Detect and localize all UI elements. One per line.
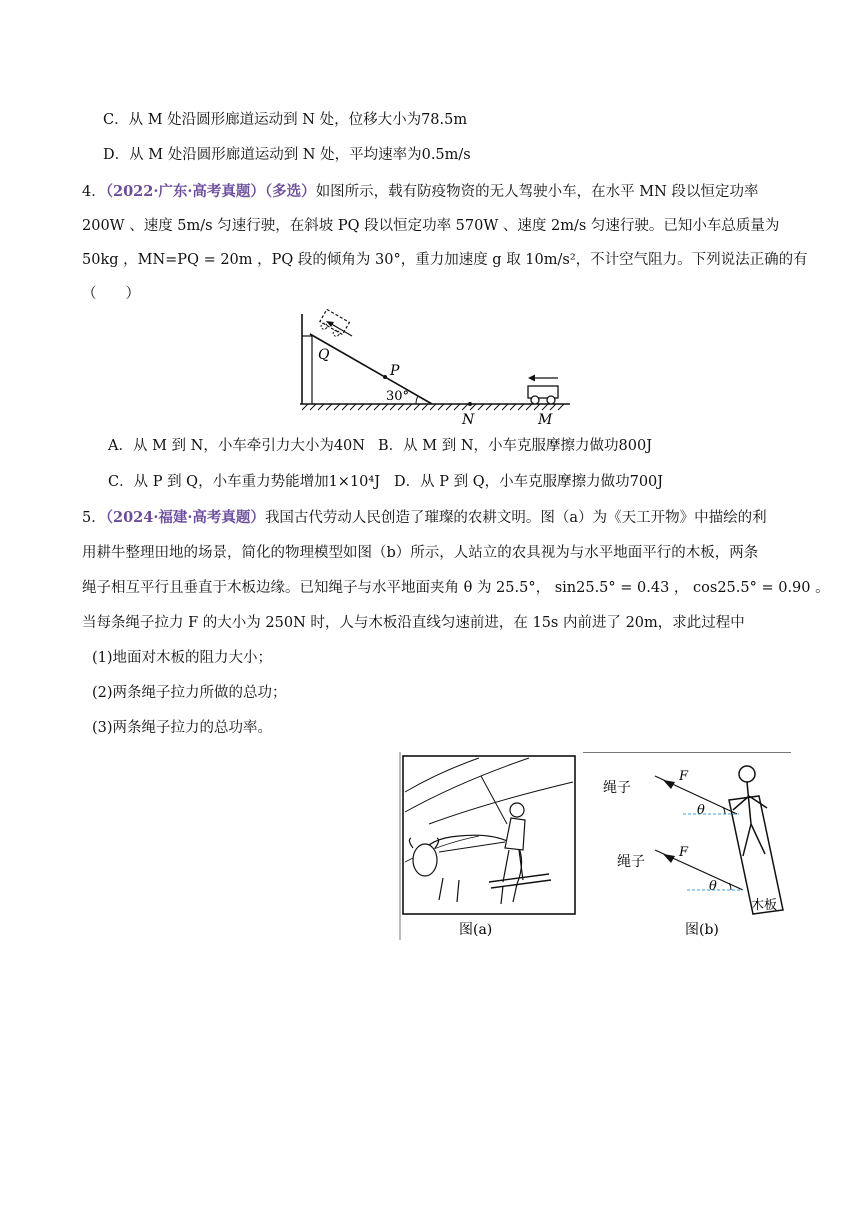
q3-option-c: C．从 M 处沿圆形廊道运动到 N 处，位移大小为78.5m bbox=[103, 112, 468, 128]
q5-number: 5． bbox=[82, 510, 106, 526]
angle-label: 30° bbox=[386, 389, 410, 404]
q4-option-d: D．从 P 到 Q，小车克服摩擦力做功700J bbox=[394, 474, 664, 490]
q4-stem-line3: 50kg ，MN=PQ = 20m ，PQ 段的倾角为 30°，重力加速度 g 取 10m/s²，不计空气阻力。下列说法正确的有 bbox=[82, 252, 808, 268]
q4-slope-figure bbox=[290, 306, 575, 434]
q5-stem-line3: 绳子相互平行且垂直于木板边缘。已知绳子与水平地面夹角 θ 为 25.5°， sin25.5° = 0.43 ， cos25.5° = 0.90 。 bbox=[82, 580, 830, 596]
figure-a-plowing-scene bbox=[399, 752, 581, 940]
q5-stem-line1 bbox=[82, 508, 767, 528]
q4-option-b: B．从 M 到 N，小车克服摩擦力做功800J bbox=[378, 438, 653, 454]
label-N: N bbox=[462, 412, 475, 428]
rope-1-label: 绳子 bbox=[603, 780, 631, 796]
force-F-1: F bbox=[679, 769, 689, 784]
q3-option-d: D．从 M 处沿圆形廊道运动到 N 处，平均速率为0.5m/s bbox=[103, 147, 471, 163]
q5-stem-line4: 当每条绳子拉力 F 的大小为 250N 时，人与木板沿直线匀速前进，在 15s 内前进了 20m，求此过程中 bbox=[82, 615, 745, 631]
ground-hatch bbox=[302, 404, 564, 410]
cart-icon bbox=[528, 386, 558, 404]
q4-option-c: C．从 P 到 Q，小车重力势能增加1×10⁴J bbox=[108, 474, 381, 490]
q5-text1: 我国古代劳动人民创造了璀璨的农耕文明。图（a）为《天工开物》中描绘的利 bbox=[264, 510, 767, 526]
force-F-2: F bbox=[679, 845, 689, 860]
figure-b-physics-model bbox=[583, 752, 791, 940]
q4-option-a: A．从 M 到 N，小车牵引力大小为40N bbox=[108, 438, 365, 454]
q5-subquestion-1: (1)地面对木板的阻力大小； bbox=[92, 650, 273, 666]
q4-stem-line1 bbox=[82, 182, 758, 202]
incline-line bbox=[310, 334, 432, 404]
q5-subquestion-2: (2)两条绳子拉力所做的总功； bbox=[92, 685, 287, 701]
cart-on-slope-icon bbox=[317, 309, 349, 338]
rope-2-label: 绳子 bbox=[617, 854, 645, 870]
q5-source-tag: （2024·福建·高考真题） bbox=[105, 509, 265, 526]
q5-stem-line2: 用耕牛整理田地的场景，简化的物理模型如图（b）所示，人站立的农具视为与水平地面平行的木板，两条 bbox=[82, 545, 759, 561]
figure-a-caption: 图(a) bbox=[459, 922, 493, 938]
farmer-icon bbox=[510, 803, 524, 817]
q4-source-tag: （2022·广东·高考真题）（多选） bbox=[105, 183, 316, 200]
q4-number: 4． bbox=[82, 184, 106, 200]
q4-text1: 如图所示，载有防疫物资的无人驾驶小车，在水平 MN 段以恒定功率 bbox=[315, 184, 759, 200]
q5-subquestion-3: (3)两条绳子拉力的总功率。 bbox=[92, 720, 273, 736]
q4-stem-line2: 200W 、速度 5m/s 匀速行驶，在斜坡 PQ 段以恒定功率 570W 、速度 2m/s 匀速行驶。已知小车总质量为 bbox=[82, 218, 780, 234]
label-M: M bbox=[538, 412, 553, 428]
figure-b-caption: 图(b) bbox=[685, 922, 719, 938]
q4-answer-paren: （ ） bbox=[82, 286, 140, 302]
board-label: 木板 bbox=[751, 898, 778, 913]
theta-2: θ bbox=[709, 879, 717, 894]
label-P: P bbox=[390, 363, 400, 379]
theta-1: θ bbox=[697, 803, 705, 818]
label-Q: Q bbox=[318, 347, 330, 363]
